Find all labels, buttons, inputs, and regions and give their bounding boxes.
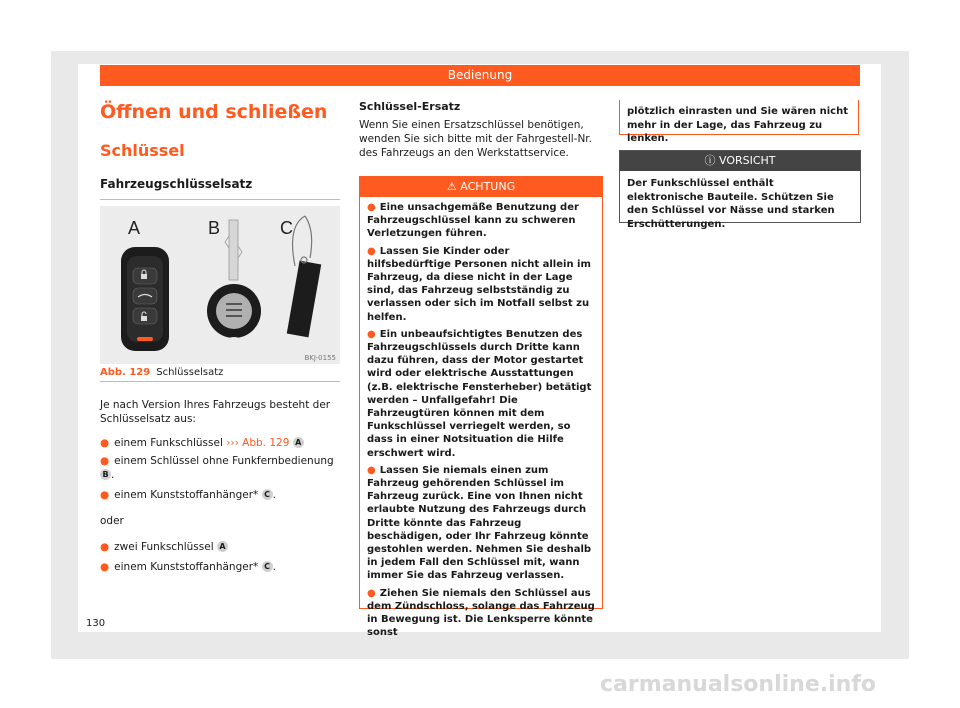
list-item-continued: B . [100,468,114,482]
intro-line-2: Schlüsselsatz aus: [100,413,196,425]
caution-header [620,151,860,171]
warning-item: ● Lassen Sie Kinder oder hilfsbedürftige Personen nicht allein im Fahrzeug, da diese nicht in der Lage sind, das Fahrzeug selbstständig zu verlassen oder sich im Notfall selbst zu helfen. [367,245,591,323]
replacement-text-2: wenden Sie sich bitte mit der Fahrgestell-Nr. [359,133,592,145]
watermark: carmanualsonline.info [600,672,876,697]
warning-item: ● Lassen Sie niemals einen zum Fahrzeug gehörenden Schlüssel im Fahrzeug zurück. Eine von Ihnen nicht erlaubte Nutzung des Fahrzeugs durch Dritte könnte das Fahrzeug beschädigen, oder Ihr Fahrzeug könnte gestohlen werden. Nehmen Sie deshalb in jedem Fall den Schlüssel mit, wann immer Sie das Fahrzeug verlassen. [367,464,592,582]
figure-code: BKJ-0155 [304,354,336,362]
replacement-text-3: des Fahrzeugs an den Werkstattservice. [359,147,569,159]
warning-icon: ⚠ [446,180,457,193]
label-b: B [208,218,221,238]
subsection-title: Fahrzeugschlüsselsatz [100,177,253,191]
mechanical-key-icon [207,220,261,347]
label-c: C [280,218,293,238]
list-item: ● einem Kunststoffanhänger* C . [100,561,276,573]
page-title: Öffnen und schließen [100,101,328,123]
caution-label: VORSICHT [718,154,776,167]
divider [100,199,340,200]
warning-box [359,176,603,639]
key-figure [100,206,340,364]
section-header: Bedienung [100,65,860,86]
figure-caption-text: Schlüsselsatz [156,367,224,378]
remote-key-icon [121,247,169,351]
caution-text: Der Funkschlüssel enthält elektronische Bauteile. Schützen Sie den Schlüssel vor Nässe und starken Erschütterungen. [627,178,835,230]
warning-continued-box: plötzlich einrasten und Sie wären nicht mehr in der Lage, das Fahrzeug zu lenken. [619,100,859,135]
label-a: A [128,218,141,238]
page-number: 130 [86,618,106,629]
list-item: ● zwei Funkschlüssel A [100,540,228,554]
replacement-key-title: Schlüssel-Ersatz [359,100,461,113]
warning-label: ACHTUNG [460,180,516,193]
list-item: ● einem Kunststoffanhänger* C . [100,489,276,501]
figure-caption [100,367,340,378]
list-item: ● einem Funkschlüssel ››› Abb. 129 A [100,436,304,450]
oder-text: oder [100,515,124,527]
divider [100,381,340,382]
section-title: Schlüssel [100,141,185,160]
figure-number: Abb. 129 [100,367,151,378]
figure-link[interactable]: ››› Abb. 129 [226,437,290,449]
intro-line-1: Je nach Version Ihres Fahrzeugs besteht der [100,399,331,411]
list-item: ● einem Schlüssel ohne Funkfernbedienung [100,455,334,467]
caution-box [619,150,861,230]
warning-item: ● Ein unbeaufsichtigtes Benutzen des Fahrzeugschlüssels durch Dritte kann dazu führen, dass der Motor gestartet wird oder elektrische Ausstattungen (z.B. elektrische Fensterheber) betätigt werden – Unfallgefahr! Die Fahrzeugtüren können mit dem Funkschlüssel verriegelt werden, so dass in einer Notsituation die Hilfe erschwert wird. [367,328,592,459]
warning-item: ● Eine unsachgemäße Benutzung der Fahrzeugschlüssel kann zu schweren Verletzungen führen. [367,202,579,240]
key-set-illustration [100,206,340,364]
info-icon: ⓘ [704,154,716,167]
replacement-text-1: Wenn Sie einen Ersatzschlüssel benötigen, [359,119,584,131]
warning-header [360,177,602,197]
warning-item: ● Ziehen Sie niemals den Schlüssel aus dem Zündschloss, solange das Fahrzeug in Bewegung ist. Die Lenksperre könnte sonst [367,587,595,639]
